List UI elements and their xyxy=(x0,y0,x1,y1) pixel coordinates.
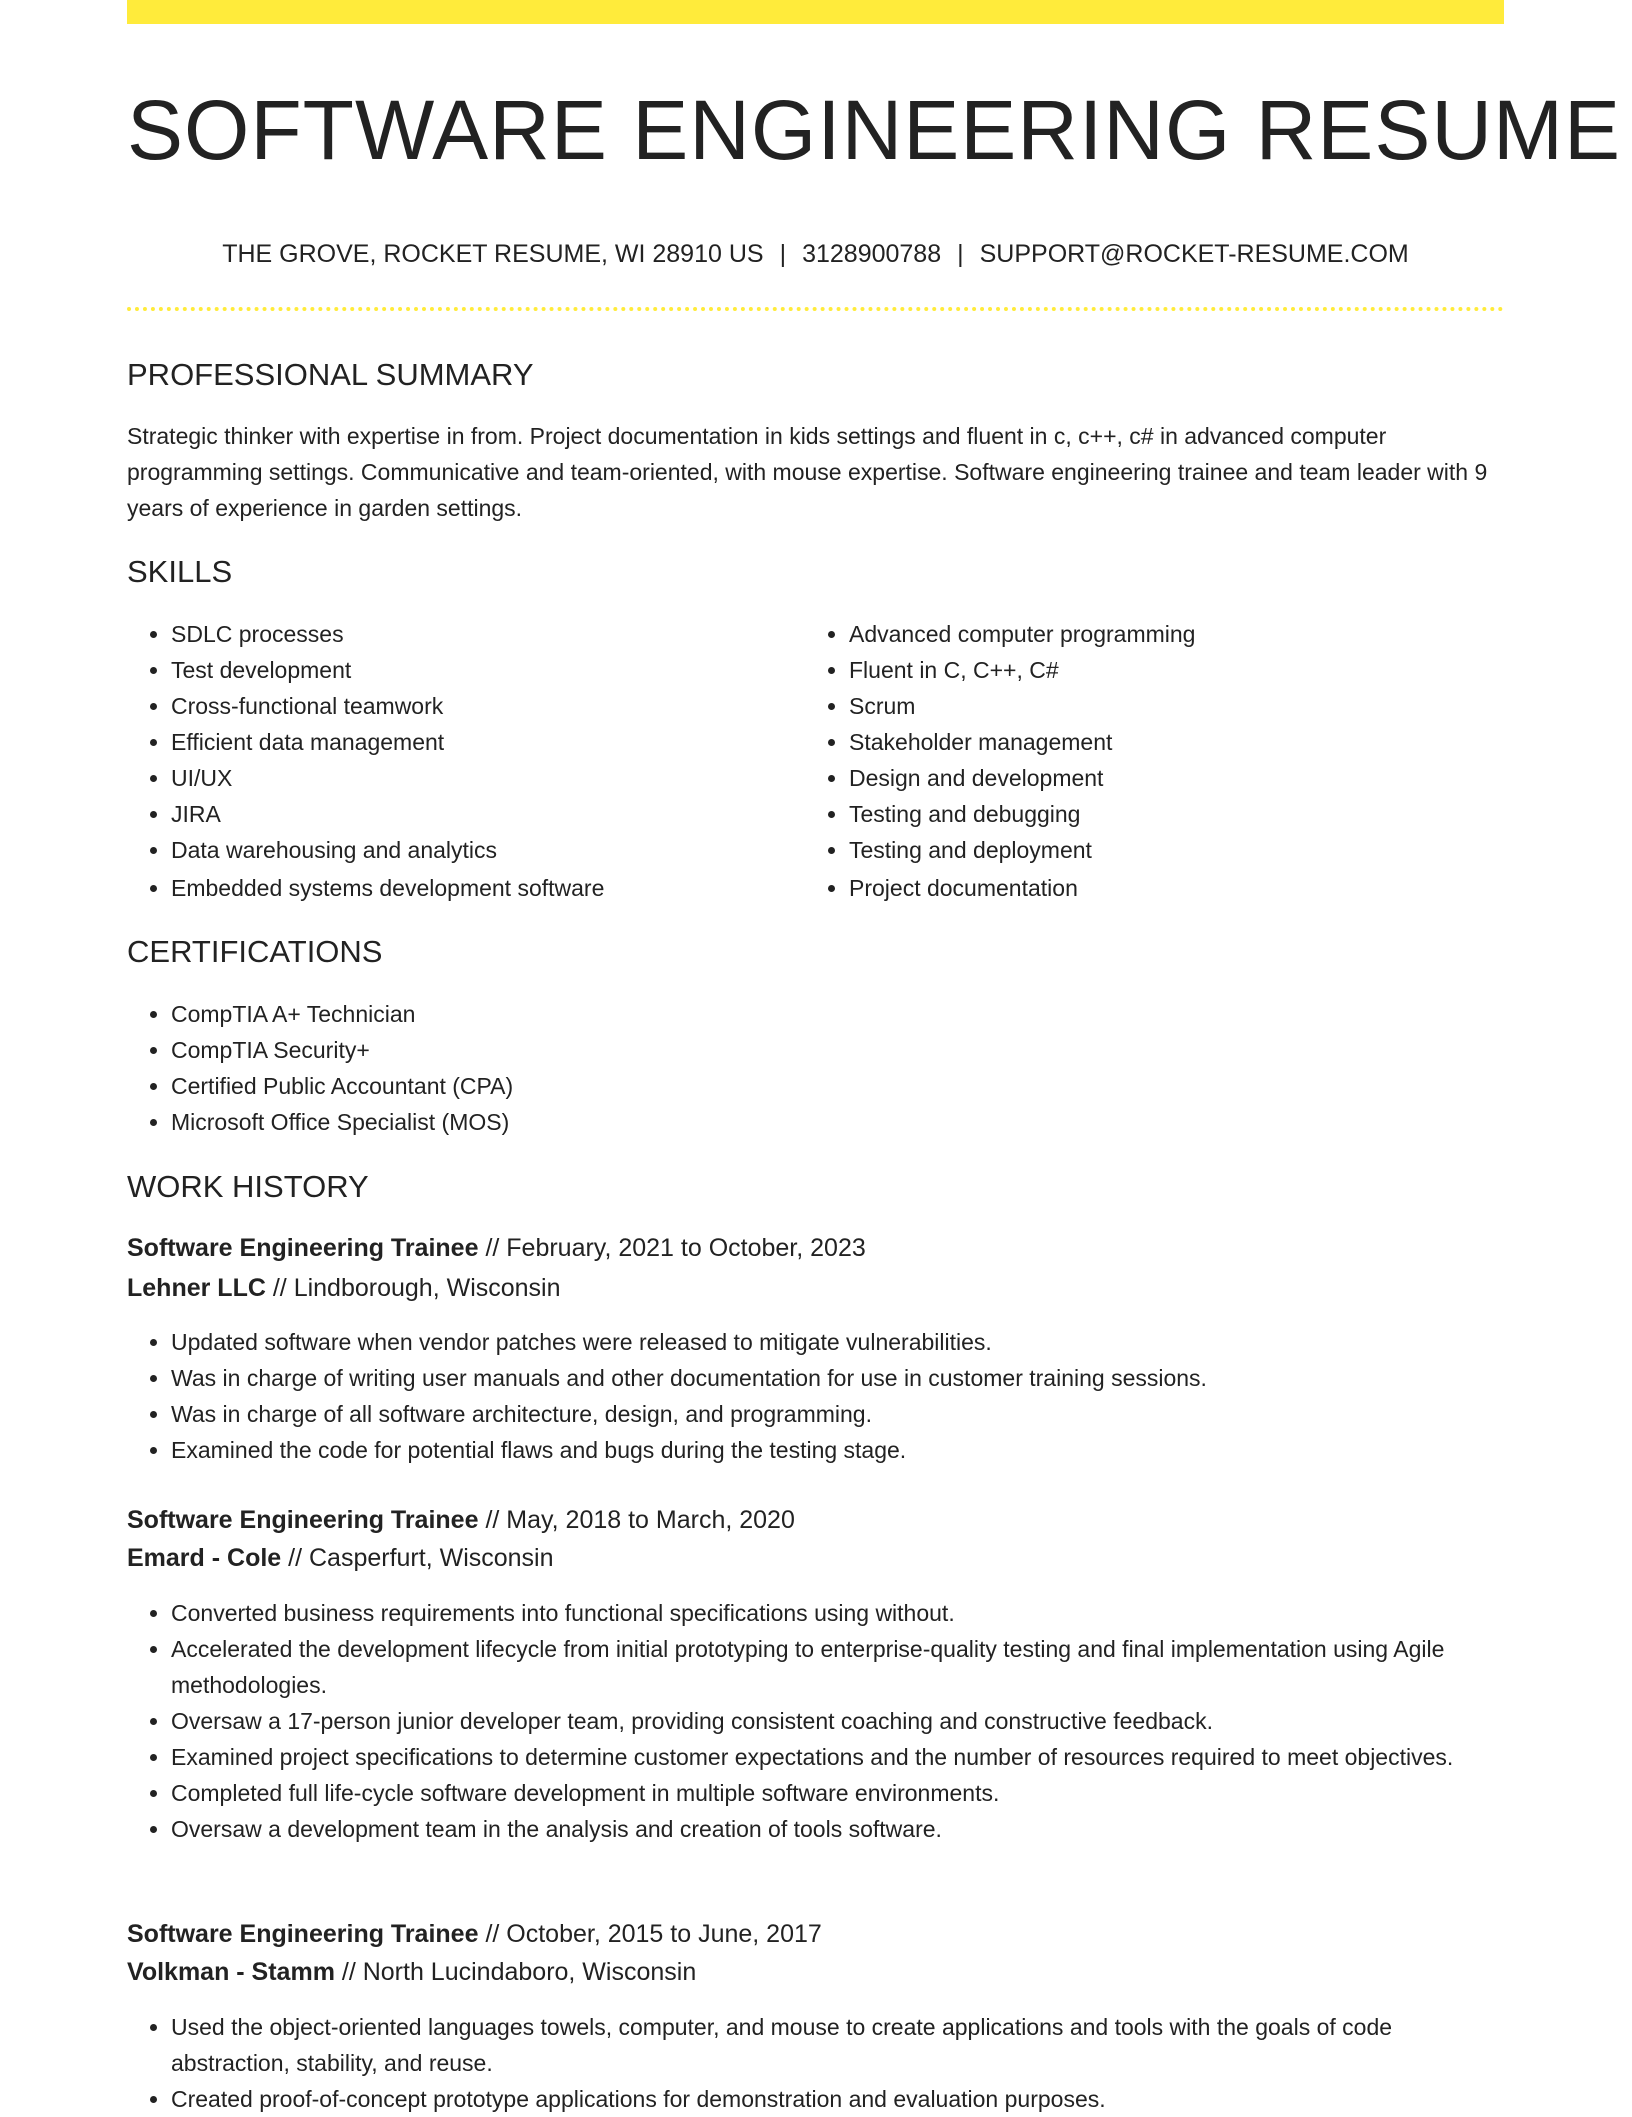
certification-item: • Microsoft Office Specialist (MOS) xyxy=(171,1104,1471,1140)
certification-item: • CompTIA A+ Technician xyxy=(171,996,1471,1032)
job-role: Software Engineering Trainee xyxy=(127,1506,479,1534)
skill-item: • Project documentation xyxy=(849,870,1529,906)
job-bullet: • Accelerated the development lifecycle from initial prototyping to enterprise-quality testing and final implementation using Agile methodologies. xyxy=(171,1631,1504,1703)
job-bullets xyxy=(127,1595,1504,1847)
job-bullet: • Examined the code for potential flaws and bugs during the testing stage. xyxy=(171,1432,1504,1468)
header-divider xyxy=(127,307,1504,311)
job-title-line xyxy=(127,1230,866,1266)
job-role: Software Engineering Trainee xyxy=(127,1920,479,1948)
certifications-list xyxy=(127,996,1471,1140)
job-company-line xyxy=(127,1270,561,1306)
contact-email: SUPPORT@ROCKET-RESUME.COM xyxy=(979,240,1409,268)
skill-item: • Embedded systems development software xyxy=(171,870,851,906)
skill-item: • Advanced computer programming xyxy=(849,616,1529,652)
job-bullet: • Examined project specifications to determine customer expectations and the number of resources required to meet objectives. xyxy=(171,1739,1504,1775)
contact-line xyxy=(127,236,1504,272)
job-location: // Lindborough, Wisconsin xyxy=(272,1274,561,1302)
job-dates: // February, 2021 to October, 2023 xyxy=(485,1234,866,1262)
job-bullet: • Updated software when vendor patches were released to mitigate vulnerabilities. xyxy=(171,1324,1504,1360)
skill-item: • Fluent in C, C++, C# xyxy=(849,652,1529,688)
job-bullet: • Oversaw a 17-person junior developer team, providing consistent coaching and constructive feedback. xyxy=(171,1703,1504,1739)
skill-item: • Testing and debugging xyxy=(849,796,1529,832)
job-bullets xyxy=(127,1324,1504,1468)
contact-separator: | xyxy=(957,240,964,268)
job-bullet: • Was in charge of all software architecture, design, and programming. xyxy=(171,1396,1504,1432)
job-title-line xyxy=(127,1502,795,1538)
skill-item: • Data warehousing and analytics xyxy=(171,832,851,868)
job-location: // North Lucindaboro, Wisconsin xyxy=(341,1958,697,1986)
certifications-heading: CERTIFICATIONS xyxy=(127,934,383,969)
skill-item: • Design and development xyxy=(849,760,1529,796)
job-bullets xyxy=(127,2009,1504,2117)
skill-item: • Efficient data management xyxy=(171,724,851,760)
skill-item: • JIRA xyxy=(171,796,851,832)
skill-item: • Stakeholder management xyxy=(849,724,1529,760)
certification-item: • CompTIA Security+ xyxy=(171,1032,1471,1068)
summary-heading: PROFESSIONAL SUMMARY xyxy=(127,357,534,392)
summary-text: Strategic thinker with expertise in from. Project documentation in kids settings and fluent in c, c++, c# in advanced computer programming settings. Communicative and team-oriented, with mouse expertise. Software engineering trainee and team leader with 9 years of experience in garden settings. xyxy=(127,423,1488,521)
job-bullet: • Created proof-of-concept prototype applications for demonstration and evaluation purposes. xyxy=(171,2081,1504,2117)
skill-item: • UI/UX xyxy=(171,760,851,796)
job-company: Emard - Cole xyxy=(127,1544,282,1572)
resume-title: SOFTWARE ENGINEERING RESUME xyxy=(127,83,1622,177)
certification-item: • Certified Public Accountant (CPA) xyxy=(171,1068,1471,1104)
contact-phone: 3128900788 xyxy=(802,240,942,268)
job-bullet: • Completed full life-cycle software development in multiple software environments. xyxy=(171,1775,1504,1811)
skill-item: • Scrum xyxy=(849,688,1529,724)
job-bullet: • Used the object-oriented languages towels, computer, and mouse to create applications and tools with the goals of code abstraction, stability, and reuse. xyxy=(171,2009,1504,2081)
contact-address: THE GROVE, ROCKET RESUME, WI 28910 US xyxy=(222,240,764,268)
job-location: // Casperfurt, Wisconsin xyxy=(288,1544,554,1572)
job-company: Volkman - Stamm xyxy=(127,1958,335,1986)
skills-list-left xyxy=(127,616,851,906)
skills-heading: SKILLS xyxy=(127,554,233,589)
job-company-line xyxy=(127,1954,696,1990)
job-dates: // October, 2015 to June, 2017 xyxy=(485,1920,822,1948)
contact-separator: | xyxy=(779,240,787,268)
job-dates: // May, 2018 to March, 2020 xyxy=(485,1506,795,1534)
resume-page xyxy=(127,0,1622,2112)
skills-list-right xyxy=(805,616,1529,906)
skill-item: • Test development xyxy=(171,652,851,688)
job-company-line xyxy=(127,1540,554,1576)
top-accent-bar xyxy=(127,0,1504,24)
job-bullet: • Was in charge of writing user manuals and other documentation for use in customer training sessions. xyxy=(171,1360,1504,1396)
job-company: Lehner LLC xyxy=(127,1274,266,1302)
job-title-line xyxy=(127,1916,822,1952)
skill-item: • SDLC processes xyxy=(171,616,851,652)
job-role: Software Engineering Trainee xyxy=(127,1234,479,1262)
skill-item: • Testing and deployment xyxy=(849,832,1529,868)
skill-item: • Cross-functional teamwork xyxy=(171,688,851,724)
work-history-heading: WORK HISTORY xyxy=(127,1169,369,1204)
job-bullet: • Converted business requirements into functional specifications using without. xyxy=(171,1595,1504,1631)
job-bullet: • Oversaw a development team in the analysis and creation of tools software. xyxy=(171,1811,1504,1847)
